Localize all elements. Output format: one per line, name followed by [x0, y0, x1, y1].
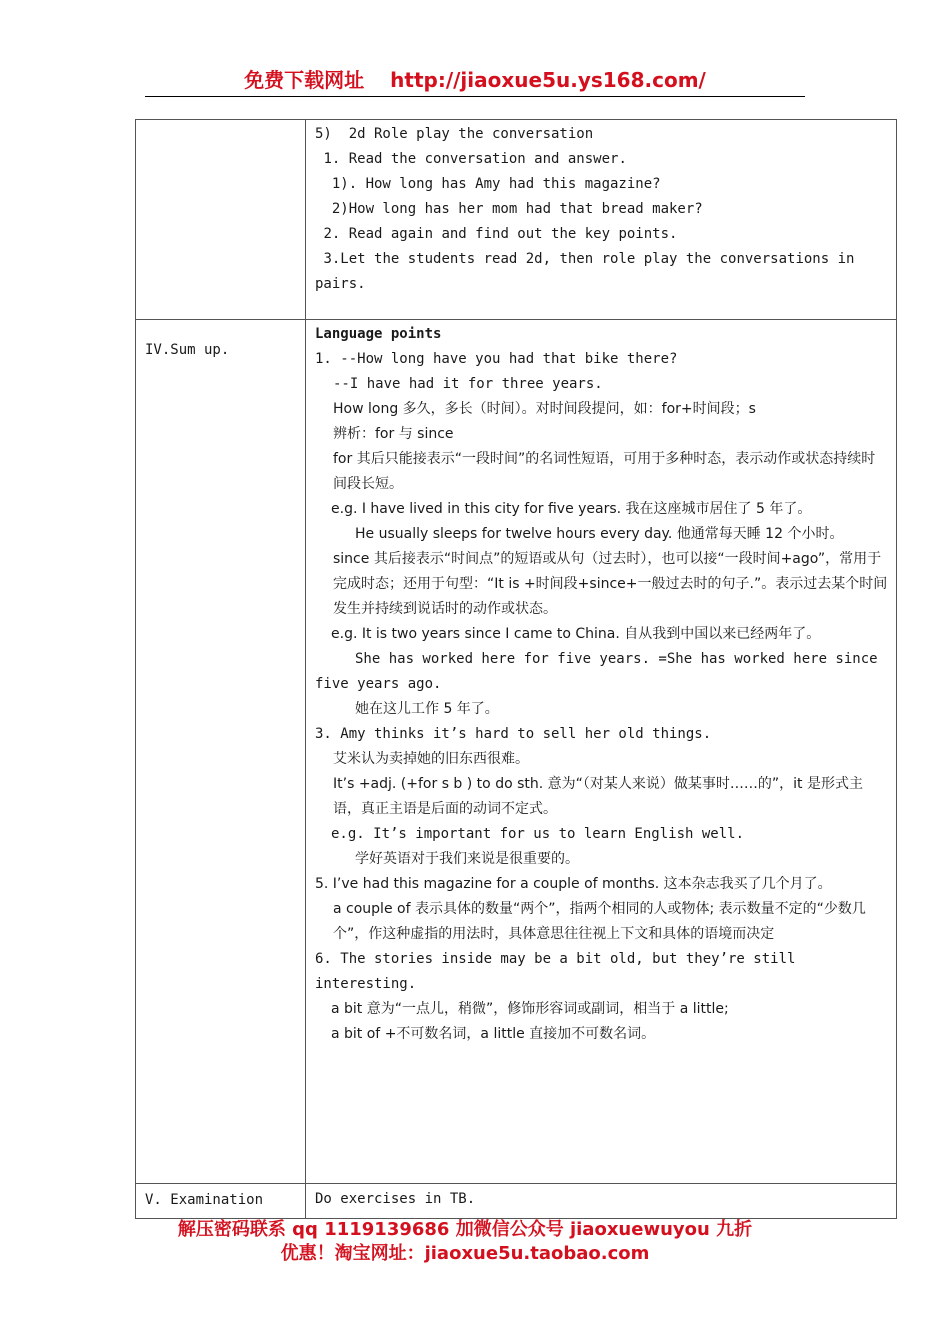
table-row: [136, 320, 897, 1184]
table-row: [136, 1184, 897, 1219]
text-line: 2)How long has her mom had that bread maker?: [315, 201, 703, 217]
header-label: 免费下载网址: [244, 68, 365, 92]
page-footer: [135, 1218, 795, 1266]
text-line: a bit 意为“一点儿，稍微”，修饰形容词或副词，相当于 a little;: [331, 1001, 729, 1017]
text-line: a couple of 表示具体的数量“两个”，指两个相同的人或物体; 表示数量不定的“少数几个”，作这种虚指的用法时，具体意思往往视上下文和具体的语境而决定: [333, 901, 866, 942]
lesson-table: [135, 119, 897, 1219]
text-line: 2. Read again and find out the key points.: [315, 226, 678, 242]
text-line: How long 多久，多长（时间）。对时间段提问，如：for+时间段；s: [333, 401, 756, 417]
header-url-link[interactable]: http://jiaoxue5u.ys168.com/: [390, 68, 706, 92]
page-header: [145, 66, 805, 97]
text-line: It’s +adj. (+for s b ) to do sth. 意为“（对某人来说）做某事时……的”，it 是形式主语，真正主语是后面的动词不定式。: [333, 776, 863, 817]
text-line: She has worked here for five years. =She has worked here since five years ago.: [315, 651, 887, 692]
row-label: V. Examination: [136, 1184, 306, 1219]
text-line: 6. The stories inside may be a bit old, but they’re still interesting.: [315, 951, 804, 992]
text-line: e.g. I have lived in this city for five years. 我在这座城市居住了 5 年了。: [331, 501, 812, 517]
row-label: IV.Sum up.: [136, 320, 306, 1184]
text-line: a bit of +不可数名词，a little 直接加不可数名词。: [331, 1026, 656, 1042]
footer-line: 优惠！淘宝网址：jiaoxue5u.taobao.com: [280, 1243, 650, 1264]
text-line: 3. Amy thinks it’s hard to sell her old things.: [315, 726, 712, 742]
text-line: 5) 2d Role play the conversation: [315, 126, 594, 142]
text-line: e.g. It is two years since I came to China. 自从我到中国以来已经两年了。: [331, 626, 821, 642]
role-play-content: [306, 120, 897, 320]
text-line: 3.Let the students read 2d, then role play the conversations in pairs.: [315, 251, 863, 292]
text-line: for 其后只能接表示“一段时间”的名词性短语，可用于多种时态，表示动作或状态持续时间段长短。: [333, 451, 876, 492]
text-line: --I have had it for three years.: [333, 376, 603, 392]
text-line: 1). How long has Amy had this magazine?: [315, 176, 661, 192]
text-line: Do exercises in TB.: [315, 1191, 476, 1207]
text-line: 1. Read the conversation and answer.: [315, 151, 627, 167]
text-line: 5. I’ve had this magazine for a couple of months. 这本杂志我买了几个月了。: [315, 876, 832, 892]
language-points-content: [306, 320, 897, 1184]
table-row: [136, 120, 897, 320]
text-line: 学好英语对于我们来说是很重要的。: [355, 851, 579, 867]
text-line: 艾米认为卖掉她的旧东西很难。: [333, 751, 529, 767]
text-line: 她在这儿工作 5 年了。: [355, 701, 499, 717]
text-line: e.g. It’s important for us to learn English well.: [331, 826, 745, 842]
text-line: 辨析：for 与 since: [333, 426, 454, 442]
footer-line: 解压密码联系 qq 1119139686 加微信公众号 jiaoxuewuyou 九折: [177, 1219, 753, 1240]
examination-content: [306, 1184, 897, 1219]
text-line: since 其后接表示“时间点”的短语或从句（过去时），也可以接“一段时间+ago”，常用于完成时态；还用于句型：“It is +时间段+since+一般过去时的句子.”。表示过去某个时间发生并持续到说话时的动作或状态。: [333, 551, 888, 617]
row-label: [136, 120, 306, 320]
text-line: He usually sleeps for twelve hours every day. 他通常每天睡 12 个小时。: [355, 526, 844, 542]
section-title: Language points: [315, 326, 442, 342]
text-line: 1. --How long have you had that bike there?: [315, 351, 678, 367]
